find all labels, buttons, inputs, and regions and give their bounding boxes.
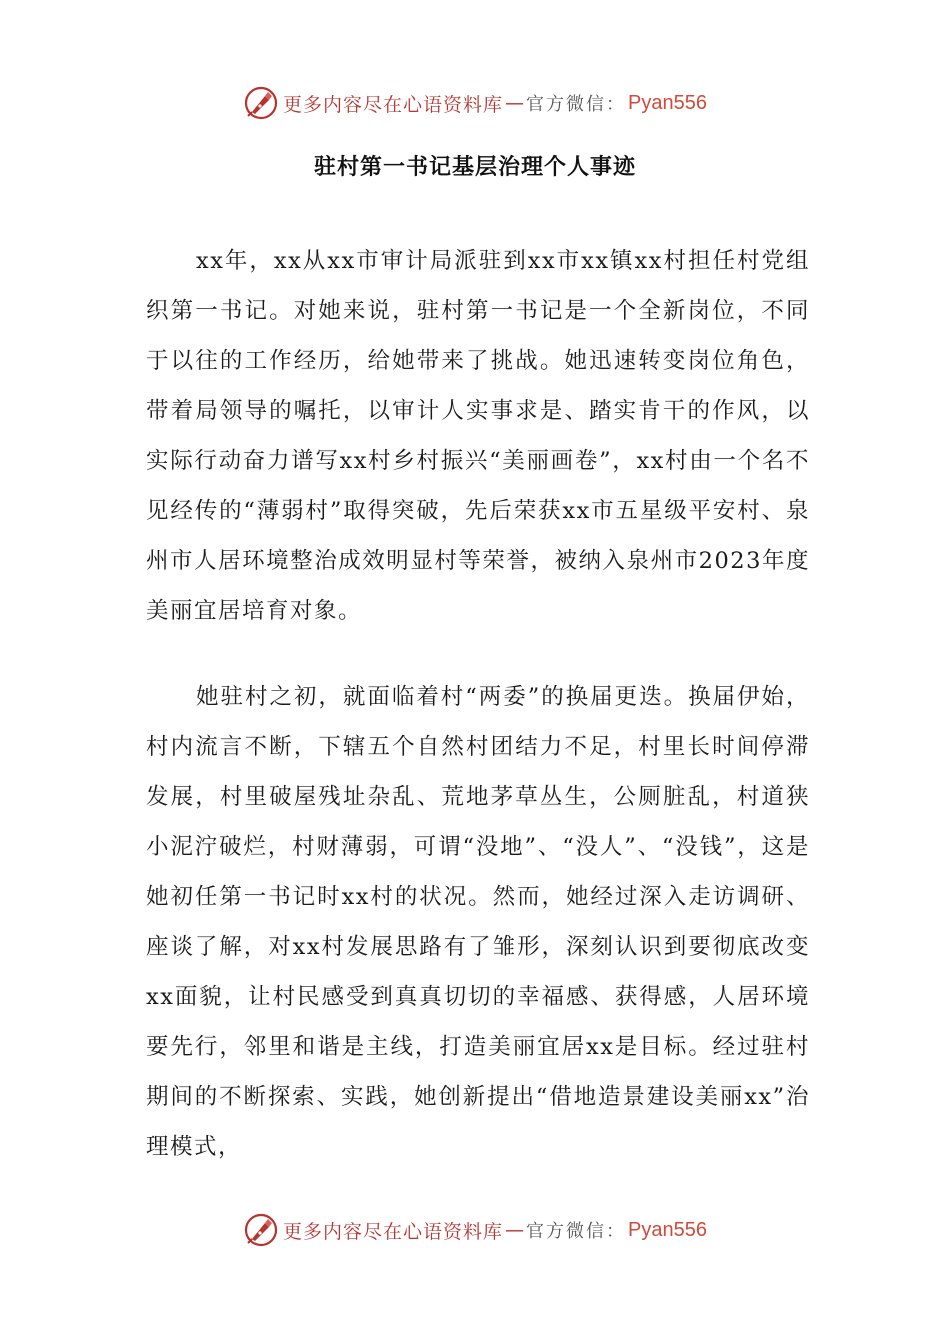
banner-wechat-id: Pyan556: [628, 91, 707, 114]
banner-dash: —: [505, 1219, 525, 1241]
paragraph: xx年，xx从xx市审计局派驻到xx市xx镇xx村担任村党组织第一书记。对她来说，驻村第一书记是一个全新岗位，不同于以往的工作经历，给她带来了挑战。她迅速转变岗位角色，带着局领导的嘱托，以审计人实事求是、踏实肯干的作风，以实际行动奋力谱写xx村乡村振兴“美丽画卷”，xx村由一个名不见经传的“薄弱村”取得突破，先后荣获xx市五星级平安村、泉州市人居环境整治成效明显村等荣誉，被纳入泉州市2023年度美丽宜居培育对象。: [146, 248, 810, 624]
page-title: 驻村第一书记基层治理个人事迹: [313, 155, 636, 180]
pen-nib-logo-icon: [243, 85, 279, 121]
banner-main-text: 更多内容尽在心语资料库: [283, 1220, 504, 1243]
banner-main-text: 更多内容尽在心语资料库: [283, 93, 504, 116]
banner-sub-text: 官方微信：: [526, 1221, 627, 1242]
banner-sub-text: 官方微信：: [526, 94, 627, 115]
banner-dash: —: [505, 92, 525, 114]
document-body: [146, 236, 810, 1172]
banner-wechat-id: Pyan556: [628, 1218, 707, 1241]
footer-banner: [0, 1210, 950, 1250]
paragraph: 她驻村之初，就面临着村“两委”的换届更迭。换届伊始，村内流言不断，下辖五个自然村团结力不足，村里长时间停滞发展，村里破屋残址杂乱、荒地茅草丛生，公厕脏乱，村道狭小泥泞破烂，村财薄弱，可谓“没地”、“没人”、“没钱”，这是她初任第一书记时xx村的状况。然而，她经过深入走访调研、座谈了解，对xx村发展思路有了雏形，深刻认识到要彻底改变xx面貌，让村民感受到真真切切的幸福感、获得感，人居环境要先行，邻里和谐是主线，打造美丽宜居xx是目标。经过驻村期间的不断探索、实践，她创新提出“借地造景建设美丽xx”治理模式，: [146, 684, 810, 1160]
header-banner: [0, 83, 950, 123]
pen-nib-logo-icon: [243, 1212, 279, 1248]
